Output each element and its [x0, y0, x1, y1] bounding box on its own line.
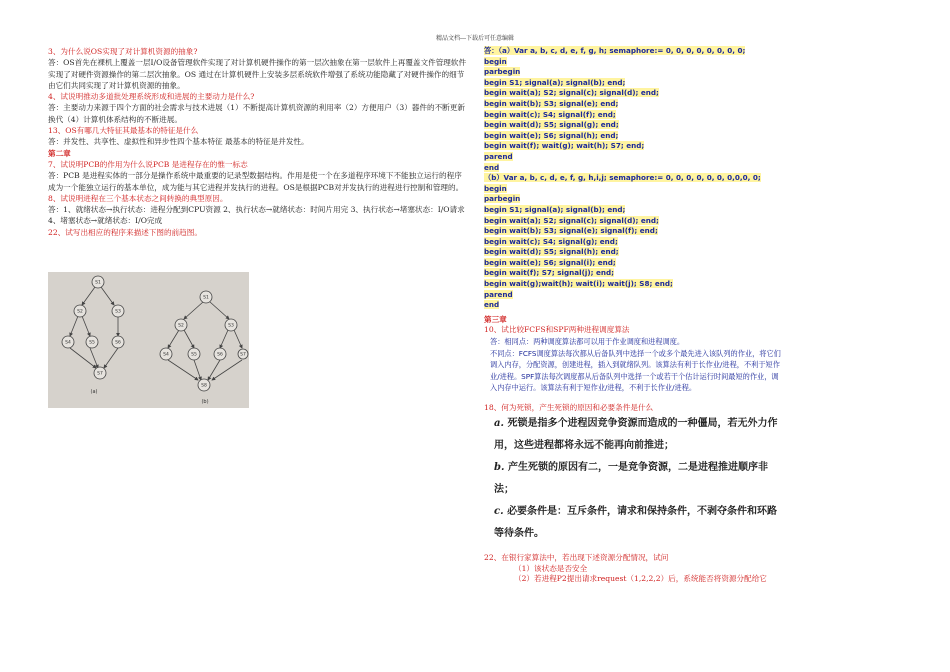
- answer-10-difference: 不同点：FCFS调度算法每次都从后备队列中选择一个或多个最先进入该队列的作业，将它们调入内存，分配资源，创建进程，插入到就绪队列。该算法有利于长作业/进程，不利于短作业/进程。SPF算法每次调度都从后备队列中选择一个或若干个估计运行时间最短的作业，调入内存中运行。该算法有利于短作业/进程，不利于长作业/进程。: [490, 348, 781, 393]
- answer-18-a-label: a.: [494, 418, 504, 430]
- code-line: begin wait(c); S4; signal(g); end;: [484, 236, 618, 246]
- node-b-s4: S4: [163, 352, 169, 358]
- code-line: begin: [484, 56, 507, 66]
- code-line: parend: [484, 289, 513, 299]
- question-22-right: 22、在银行家算法中，若出现下述资源分配情况，试问: [484, 553, 669, 563]
- code-line: begin wait(d); S5; signal(g); end;: [484, 120, 619, 130]
- node-a-s3: S3: [115, 309, 121, 315]
- code-line: begin wait(f); wait(g); wait(h); S7; end;: [484, 141, 645, 151]
- code-line: parend: [484, 151, 513, 161]
- code-line: begin wait(d); S5; signal(h); end;: [484, 247, 619, 257]
- question-22-left: 22、试写出相应的程序来描述下图的前趋图。: [48, 227, 202, 237]
- code-line: begin wait(a); S2; signal(c); signal(d); end;: [484, 88, 659, 98]
- left-column: [48, 46, 468, 238]
- node-a-s1: S1: [95, 280, 101, 286]
- node-a-s2: S2: [77, 309, 83, 315]
- chapter-3-heading: 第三章: [484, 314, 507, 324]
- answer-4: 答：主要动力来源于四个方面的社会需求与技术进展（1）不断提高计算机资源的利用率（2）方便用户（3）器件的不断更新换代（4）计算机体系结构的不断进展。: [48, 103, 465, 124]
- question-13: 13、OS有哪几大特征其最基本的特征是什么: [48, 126, 199, 136]
- node-a-s4: S4: [65, 340, 71, 346]
- code-line: parbegin: [484, 67, 521, 77]
- code-line: begin wait(a); S2; signal(c); signal(d); end;: [484, 215, 659, 225]
- node-b-s2: S2: [178, 323, 184, 329]
- precedence-graph-svg: [48, 272, 249, 408]
- code-line: end: [484, 300, 500, 310]
- answer-18-b-label: b.: [494, 462, 505, 474]
- code-line: begin S1; signal(a); signal(b); end;: [484, 204, 626, 214]
- caption-b: (b): [201, 399, 209, 405]
- node-a-s7: S7: [97, 371, 103, 377]
- answer-18-c: [494, 501, 784, 545]
- answer-13: 答：并发性、共享性、虚拟性和异步性四个基本特征 最基本的特征是并发性。: [48, 137, 309, 147]
- code-line: begin wait(e); S6; signal(i); end;: [484, 257, 616, 267]
- node-b-s6: S6: [217, 352, 223, 358]
- question-22-part-1: （1）该状态是否安全: [514, 563, 588, 573]
- question-7: 7、试说明PCB的作用为什么说PCB 是进程存在的惟一标志: [48, 159, 248, 169]
- node-b-s7: S7: [240, 352, 246, 358]
- answer-8: 答：1、就绪状态→执行状态：进程分配到CPU资源 2、执行状态→就绪状态：时间片用完 3、执行状态→堵塞状态：I/O请求 4、堵塞状态→就绪状态：I/O完成: [48, 205, 465, 226]
- code-line: 答：（a）Var a, b, c, d, e, f, g, h; semaphore:= 0, 0, 0, 0, 0, 0, 0, 0;: [484, 46, 746, 55]
- node-b-s5: S5: [191, 352, 197, 358]
- code-line: begin: [484, 183, 507, 193]
- answer-18-a-text: 死锁是指多个进程因竞争资源而造成的一种僵局，若无外力作用，这些进程都将永远不能再向前推进；: [494, 418, 778, 452]
- answer-7: 答：PCB 是进程实体的一部分是操作系统中最重要的记录型数据结构。作用是使一个在多道程序环境下不能独立运行的程序成为一个能独立运行的基本单位，成为能与其它进程并发执行的进程。OS是根据PCB对并发执行的进程进行控制和管理的。: [48, 171, 464, 192]
- answer-3: 答：OS首先在裸机上覆盖一层I/O设备管理软件实现了对计算机硬件操作的第一层次抽象在第一层软件上再覆盖文件管理软件实现了对硬件资源操作的第二层次抽象。OS 通过在计算机硬件上安装多层系统软件增强了系统功能隐藏了对硬件操作的细节由它们共同实现了对计算机资源的抽象。: [48, 58, 467, 90]
- code-line: begin wait(g);wait(h); wait(i); wait(j); S8; end;: [484, 279, 673, 289]
- question-18: 18、何为死锁，产生死锁的原因和必要条件是什么: [484, 402, 654, 412]
- code-line: end: [484, 162, 500, 172]
- node-a-s6: S6: [115, 340, 121, 346]
- code-line: begin wait(c); S4; signal(f); end;: [484, 109, 616, 119]
- answer-18: [484, 413, 784, 545]
- node-b-s3: S3: [228, 323, 234, 329]
- code-line: begin S1; signal(a); signal(b); end;: [484, 77, 626, 87]
- question-4: 4、试说明推动多道批处理系统形成和进展的主要动力是什么?: [48, 92, 255, 102]
- node-b-s8: S8: [201, 383, 207, 389]
- answer-18-a: [494, 413, 784, 457]
- code-line: begin wait(f); S7; signal(j); end;: [484, 268, 615, 278]
- answer-18-b: [494, 457, 784, 501]
- answer-18-c-text: 必要条件是：互斥条件，请求和保持条件，不剥夺条件和环路等待条件。: [494, 506, 778, 540]
- answer-18-b-text: 产生死锁的原因有二，一是竞争资源，二是进程推进顺序非法；: [494, 462, 768, 496]
- code-line: begin wait(b); S3; signal(e); end;: [484, 98, 619, 108]
- code-line: （b）Var a, b, c, d, e, f, g, h,i,j; semaphore:= 0, 0, 0, 0, 0, 0, 0,0,0, 0;: [484, 173, 761, 183]
- code-line: begin wait(e); S6; signal(h); end;: [484, 130, 619, 140]
- question-8: 8、试说明进程在三个基本状态之间转换的典型原因。: [48, 193, 228, 203]
- answer-18-c-label: c.: [494, 506, 504, 518]
- code-line: begin wait(b); S3; signal(e); signal(f); end;: [484, 226, 658, 236]
- node-b-s1: S1: [203, 295, 209, 301]
- answer-10: [484, 336, 784, 394]
- code-line: parbegin: [484, 194, 521, 204]
- right-column: [484, 46, 784, 585]
- answer-10-similarity: 答：相同点：两种调度算法都可以用于作业调度和进程调度。: [490, 337, 685, 347]
- question-3: 3、为什么说OS实现了对计算机资源的抽象?: [48, 47, 198, 56]
- chapter-2-heading: 第二章: [48, 148, 71, 158]
- caption-a: (a): [90, 389, 98, 395]
- precedence-graph-figure: [48, 272, 249, 408]
- page-header: 精品文档---下载后可任意编辑: [435, 35, 515, 42]
- question-22-part-2: （2）若进程P2提出请求request（1,2,2,2）后，系统能否将资源分配给它: [514, 574, 767, 584]
- node-a-s5: S5: [89, 340, 95, 346]
- code-block-a: [484, 46, 784, 173]
- code-block-b: [484, 173, 784, 311]
- question-10: 10、试比较FCFS和SPF两种进程调度算法: [484, 325, 630, 335]
